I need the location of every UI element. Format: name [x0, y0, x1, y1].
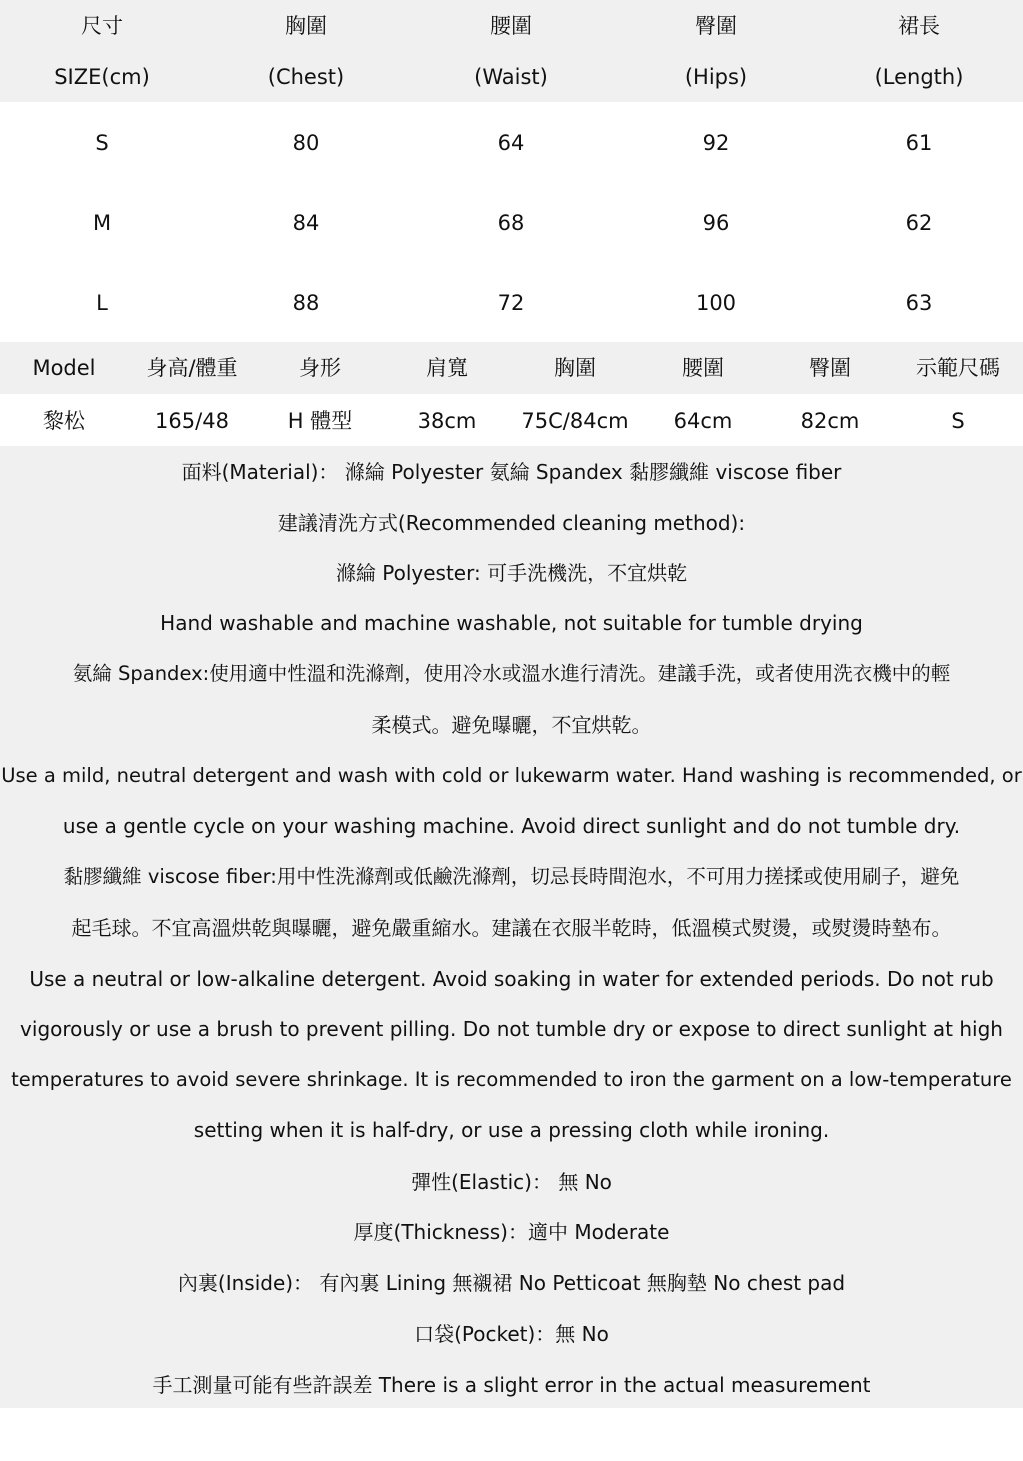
spandex-care-en-2: use a gentle cycle on your washing machine. Avoid direct sunlight and do not tumble dry. — [62, 814, 961, 838]
measurement-disclaimer: 手工測量可能有些許誤差 There is a slight error in the actual measurement — [152, 1373, 871, 1397]
header-chest: 胸圍 — [554, 356, 596, 380]
size-cell: L — [96, 291, 108, 315]
header-length-en: (Length) — [874, 65, 964, 89]
viscose-care-en-1: Use a neutral or low-alkaline detergent. Avoid soaking in water for extended periods. Do not rub — [29, 967, 994, 991]
spandex-care-zh-2: 柔模式。避免曝曬，不宜烘乾。 — [371, 713, 652, 737]
size-header-row-en — [0, 52, 1023, 102]
viscose-care-zh-1: 黏膠纖維 viscose fiber:用中性洗滌劑或低鹼洗滌劑，切忌長時間泡水，不可用力搓揉或使用刷子，避免 — [63, 865, 960, 888]
length-cell: 61 — [905, 131, 933, 155]
waist-cell: 64 — [497, 131, 525, 155]
model-hips: 82cm — [800, 409, 860, 433]
size-cell: M — [92, 211, 112, 235]
hips-cell: 100 — [695, 291, 737, 315]
model-waist: 64cm — [673, 409, 733, 433]
waist-cell: 68 — [497, 211, 525, 235]
length-cell: 62 — [905, 211, 933, 235]
viscose-care-en-2: vigorously or use a brush to prevent pilling. Do not tumble dry or expose to direct sunlight at high — [20, 1017, 1003, 1041]
material-line: 面料(Material)： 滌綸 Polyester 氨綸 Spandex 黏膠纖維 viscose fiber — [181, 460, 842, 484]
model-height-weight: 165/48 — [155, 409, 229, 433]
model-table-body — [0, 394, 1023, 446]
header-height-weight: 身高/體重 — [146, 356, 238, 380]
product-notes — [0, 446, 1023, 1408]
spandex-care-en-1: Use a mild, neutral detergent and wash with cold or lukewarm water. Hand washing is recommended, or — [1, 764, 1022, 787]
model-name: 黎松 — [43, 409, 85, 433]
viscose-care-zh-2: 起毛球。不宜高溫烘乾與曝曬，避免嚴重縮水。建議在衣服半乾時，低溫模式熨燙，或熨燙時墊布。 — [71, 916, 952, 940]
header-shoulder: 肩寬 — [426, 356, 468, 380]
header-length-zh: 裙長 — [898, 14, 940, 38]
size-header-row-zh — [0, 1, 1023, 51]
model-body-shape: H 體型 — [287, 409, 353, 433]
model-sample-size: S — [951, 409, 965, 433]
elastic-line: 彈性(Elastic)： 無 No — [411, 1170, 612, 1194]
model-chest: 75C/84cm — [521, 409, 629, 433]
header-chest-zh: 胸圍 — [285, 14, 327, 38]
header-chest-en: (Chest) — [267, 65, 345, 89]
table-row — [0, 278, 1023, 328]
header-sample-size: 示範尺碼 — [916, 356, 1000, 380]
size-table-header — [0, 0, 1023, 102]
header-size-zh: 尺寸 — [81, 14, 123, 38]
size-table-body — [0, 102, 1023, 342]
chest-cell: 84 — [292, 211, 320, 235]
model-shoulder: 38cm — [417, 409, 477, 433]
pocket-line: 口袋(Pocket)：無 No — [414, 1322, 609, 1346]
header-body-shape: 身形 — [299, 356, 341, 380]
header-model: Model — [32, 356, 96, 380]
model-header-row — [0, 343, 1023, 393]
size-cell: S — [95, 131, 109, 155]
header-hips: 臀圍 — [809, 356, 851, 380]
hips-cell: 96 — [702, 211, 730, 235]
viscose-care-en-3: temperatures to avoid severe shrinkage. It is recommended to iron the garment on a low-temperature — [11, 1068, 1012, 1091]
header-hips-en: (Hips) — [684, 65, 748, 89]
thickness-line: 厚度(Thickness)：適中 Moderate — [353, 1220, 670, 1244]
table-row — [0, 396, 1023, 446]
viscose-care-en-4: setting when it is half-dry, or use a pressing cloth while ironing. — [193, 1118, 830, 1142]
length-cell: 63 — [905, 291, 933, 315]
header-waist: 腰圍 — [682, 356, 724, 380]
header-size-en: SIZE(cm) — [54, 65, 150, 89]
header-waist-zh: 腰圍 — [490, 14, 532, 38]
spandex-care-zh-1: 氨綸 Spandex:使用適中性溫和洗滌劑，使用冷水或溫水進行清洗。建議手洗，或者使用洗衣機中的輕 — [72, 662, 951, 685]
cleaning-heading: 建議清洗方式(Recommended cleaning method): — [277, 511, 746, 535]
polyester-care-en: Hand washable and machine washable, not suitable for tumble drying — [160, 611, 863, 635]
table-row — [0, 118, 1023, 168]
waist-cell: 72 — [497, 291, 525, 315]
chest-cell: 80 — [292, 131, 320, 155]
polyester-care-zh: 滌綸 Polyester: 可手洗機洗，不宜烘乾 — [335, 561, 688, 585]
table-row — [0, 198, 1023, 248]
hips-cell: 92 — [702, 131, 730, 155]
lining-line: 內裏(Inside)： 有內裏 Lining 無襯裙 No Petticoat 無胸墊 No chest pad — [177, 1271, 846, 1295]
model-table-header — [0, 342, 1023, 394]
header-hips-zh: 臀圍 — [695, 14, 737, 38]
chest-cell: 88 — [292, 291, 320, 315]
header-waist-en: (Waist) — [474, 65, 548, 89]
